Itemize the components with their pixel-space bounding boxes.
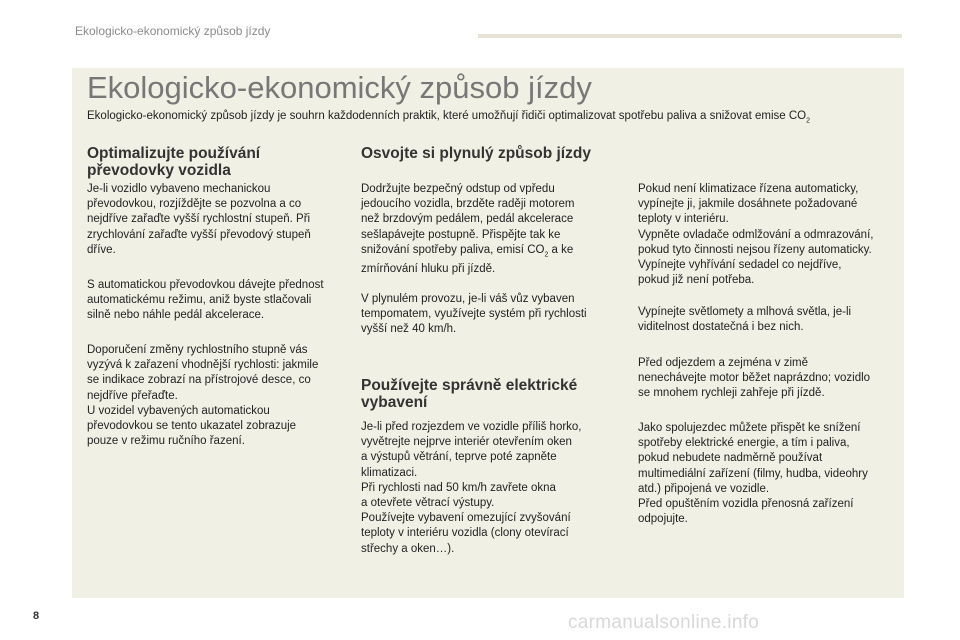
climate-paragraph: Pokud není klimatizace řízena automaticky, vypínejte ji, jakmile dosáhnete požadované teploty v interiéru. Vypněte ovladače odmlžování a odmrazování, pokud tyto činnosti nejsou řízeny automaticky. Vypínejte vyhřívání sedadel co nejdříve, pokud již není potřeba.	[638, 183, 874, 287]
gearbox-paragraph-2: S automatickou převodovkou dávejte přednost automatickému režimu, aniž byste stlačovali silně nebo náhle pedál akcelerace.	[87, 279, 324, 322]
gearbox-paragraph-3: Doporučení změny rychlostního stupně vás vyzývá k zařazení vhodnější rychlosti: jakmile se indikace zobrazí na přístrojové desce, co nejdříve přeřaďte. U vozidel vybavených automatickou převodovkou se tento ukazatel zobrazuje pouze v režimu ručního řazení.	[87, 344, 319, 448]
page-title: Ekologicko-ekonomický způsob jízdy	[87, 70, 592, 105]
intro-text	[87, 109, 887, 128]
gearbox-paragraph-1: Je-li vozidlo vybaveno mechanickou převodovkou, rozjíždějte se pozvolna a co nejdříve zařaďte vyšší rychlostní stupeň. Při zrychlování zařaďte vyšší převodový stupeň dříve.	[87, 183, 311, 256]
heading-gearbox: Optimalizujte používání převodovky vozidla	[87, 145, 261, 179]
running-header: Ekologicko-ekonomický způsob jízdy	[75, 24, 271, 38]
lights-paragraph: Vypínejte světlomety a mlhová světla, je-li viditelnost dostatečná i bez nich.	[638, 306, 852, 334]
intro-subscript: 2	[806, 117, 810, 125]
heading-smooth-driving: Osvojte si plynulý způsob jízdy	[361, 145, 591, 162]
smooth-driving-text-b: a ke zmírňování hluku při jízdě.	[361, 243, 574, 276]
idle-engine-paragraph: Před odjezdem a zejména v zimě nenechávejte motor běžet naprázdno; vozidlo se mnohem rychleji zahřeje při jízdě.	[638, 357, 871, 400]
smooth-driving-paragraph-2: V plynulém provozu, je-li váš vůz vybaven tempomatem, využívejte systém při rychlosti vyšší než 40 km/h.	[361, 293, 587, 336]
heading-electrical-equipment: Používejte správně elektrické vybavení	[361, 377, 578, 411]
smooth-driving-paragraph-1	[361, 182, 575, 278]
watermark: carmanualsonline.info	[568, 612, 760, 633]
electrical-paragraph-1: Je-li před rozjezdem ve vozidle příliš horko, vyvětrejte nejprve interiér otevřením oken a výstupů větrání, teprve poté zapněte klimatizaci. Při rychlosti nad 50 km/h zavřete okna a otevřete větrací výstupy. Používejte vybavení omezující zvyšování teploty v interiéru vozidla (clony otevírací střechy a oken…).	[361, 421, 582, 555]
intro-body: Ekologicko-ekonomický způsob jízdy je souhrn každodenních praktik, které umožňují řidiči optimalizovat spotřebu paliva a snižovat emise CO	[87, 110, 807, 122]
passenger-paragraph: Jako spolujezdec můžete přispět ke snížení spotřeby elektrické energie, a tím i paliva, pokud nebudete nadměrně používat multimediální zařízení (filmy, hudba, videohry atd.) připojená ve vozidle. Před opuštěním vozidla přenosná zařízení odpojujte.	[638, 422, 868, 526]
smooth-driving-text-a: Dodržujte bezpečný odstup od vpředu jedoucího vozidla, brzděte raději motorem než brzdovým pedálem, pedál akcelerace sešlapávejte postupně. Přispějte tak ke snižování spotřeby paliva, emisí CO	[361, 183, 575, 256]
page-number: 8	[33, 610, 40, 622]
co2-subscript: 2	[544, 251, 549, 259]
header-rule	[478, 34, 902, 38]
